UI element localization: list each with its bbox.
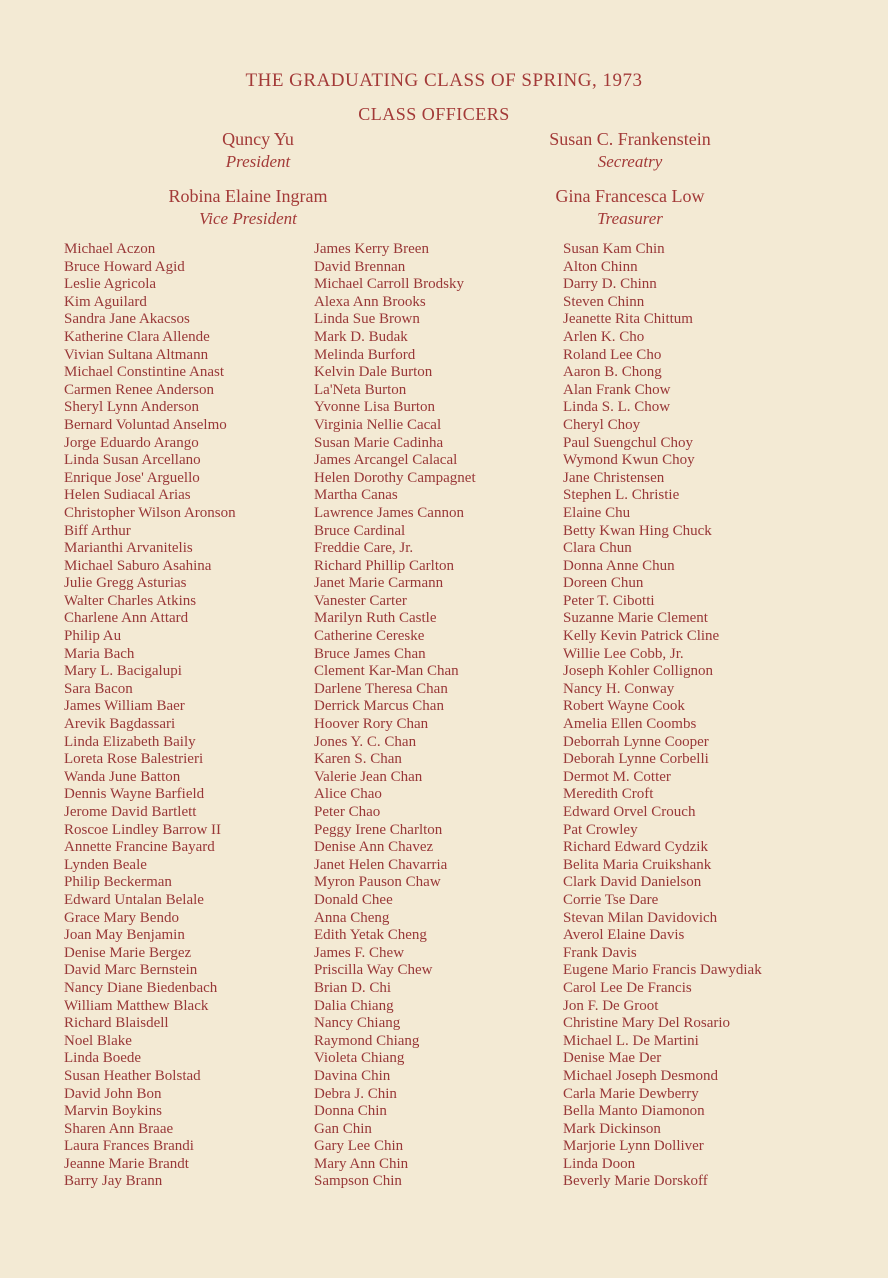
graduate-name: Julie Gregg Asturias [64, 575, 187, 592]
page-title: THE GRADUATING CLASS OF SPRING, 1973 [245, 70, 643, 91]
graduate-name: Susan Heather Bolstad [64, 1067, 201, 1084]
graduate-name: Dermot M. Cotter [563, 768, 671, 785]
graduates-column-3 [563, 241, 762, 1191]
officer-name: Gina Francesca Low [555, 186, 705, 206]
graduate-name: James William Baer [64, 698, 185, 715]
graduate-name: Paul Suengchul Choy [563, 434, 693, 451]
graduate-name: Christopher Wilson Aronson [64, 504, 236, 521]
graduate-name: Marvin Boykins [64, 1103, 162, 1120]
graduate-name: Pat Crowley [563, 821, 638, 838]
graduate-name: Edward Untalan Belale [64, 891, 204, 908]
graduate-name: Michael Aczon [64, 241, 156, 257]
graduate-name: Joan May Benjamin [64, 927, 185, 944]
graduate-name: Nancy Chiang [314, 1015, 401, 1032]
graduate-name: Darlene Theresa Chan [314, 680, 448, 697]
graduate-name: Anna Cheng [314, 909, 390, 926]
graduate-name: Carmen Renee Anderson [64, 381, 214, 398]
graduate-name: Sandra Jane Akacsos [64, 311, 190, 328]
graduate-name: Marianthi Arvanitelis [64, 540, 193, 557]
graduate-name: Vanester Carter [314, 592, 407, 609]
graduate-name: Frank Davis [563, 944, 637, 961]
graduate-name: Richard Edward Cydzik [563, 839, 708, 856]
graduate-name: Lynden Beale [64, 856, 147, 873]
graduate-name: Michael Saburo Asahina [64, 557, 212, 574]
graduate-name: Carla Marie Dewberry [563, 1085, 699, 1102]
graduate-name: David John Bon [64, 1085, 162, 1102]
graduate-name: David Marc Bernstein [64, 962, 198, 979]
graduate-name: Catherine Cereske [314, 628, 425, 645]
graduate-name: Sara Bacon [64, 680, 133, 697]
graduate-name: Deborah Lynne Corbelli [563, 751, 709, 768]
graduate-name: Robert Wayne Cook [563, 698, 685, 715]
graduate-name: Nancy Diane Biedenbach [64, 979, 218, 996]
graduate-name: Linda S. L. Chow [563, 399, 671, 416]
graduate-name: Katherine Clara Allende [64, 328, 210, 345]
graduate-name: Vivian Sultana Altmann [64, 346, 209, 363]
graduate-name: Karen S. Chan [314, 751, 402, 768]
graduate-name: Steven Chinn [563, 293, 645, 310]
officer-role: President [225, 152, 291, 171]
graduate-name: Sheryl Lynn Anderson [64, 399, 199, 416]
graduate-name: Carol Lee De Francis [563, 979, 692, 996]
graduate-name: Arlen K. Cho [563, 328, 645, 345]
graduate-name: Kelly Kevin Patrick Cline [563, 628, 720, 645]
graduate-name: Mark D. Budak [314, 328, 408, 345]
graduate-name: Bruce James Chan [314, 645, 426, 662]
graduate-name: Michael Carroll Brodsky [314, 276, 464, 293]
graduates-column-1 [64, 241, 236, 1191]
graduate-name: Donna Chin [314, 1103, 387, 1120]
officer-role: Secreatry [597, 152, 663, 171]
graduate-name: Stephen L. Christie [563, 487, 680, 504]
graduate-name: Richard Blaisdell [64, 1015, 169, 1032]
graduate-name: Peter Chao [314, 804, 381, 820]
graduate-name: Philip Au [64, 628, 122, 645]
graduate-name: Helen Sudiacal Arias [64, 487, 191, 504]
graduate-name: Linda Elizabeth Baily [64, 733, 196, 750]
graduate-name: Lawrence James Cannon [314, 504, 464, 521]
graduate-name: Bella Manto Diamonon [563, 1103, 705, 1120]
graduate-name: Violeta Chiang [314, 1050, 405, 1067]
graduate-name: Leslie Agricola [64, 276, 157, 293]
graduate-name: Denise Ann Chavez [314, 839, 434, 856]
graduate-name: Bruce Cardinal [314, 522, 406, 539]
graduate-name: Susan Marie Cadinha [314, 434, 444, 451]
graduate-name: Cheryl Choy [563, 416, 641, 433]
graduate-name: Grace Mary Bendo [64, 909, 179, 926]
graduate-name: La'Neta Burton [314, 381, 407, 398]
graduate-name: Stevan Milan Davidovich [563, 909, 718, 926]
graduate-name: Edward Orvel Crouch [563, 804, 696, 820]
graduate-name: Donald Chee [314, 891, 393, 908]
graduate-name: Walter Charles Atkins [64, 592, 197, 609]
graduate-name: Laura Frances Brandi [64, 1138, 194, 1155]
graduate-name: Jorge Eduardo Arango [64, 434, 199, 451]
graduate-name: Virginia Nellie Cacal [314, 416, 442, 433]
officer-name: Susan C. Frankenstein [549, 129, 711, 149]
graduate-name: Richard Phillip Carlton [314, 557, 454, 574]
graduate-name: Corrie Tse Dare [563, 891, 659, 908]
graduate-name: Raymond Chiang [314, 1032, 420, 1049]
graduate-name: Hoover Rory Chan [314, 716, 429, 733]
graduate-name: James Kerry Breen [314, 241, 429, 257]
graduate-name: Enrique Jose' Arguello [64, 469, 200, 486]
graduate-name: Suzanne Marie Clement [563, 610, 708, 627]
graduate-name: Wymond Kwun Choy [563, 452, 695, 469]
graduate-name: Arevik Bagdassari [64, 716, 176, 733]
graduate-name: Belita Maria Cruikshank [563, 856, 712, 873]
graduate-name: Aaron B. Chong [563, 364, 662, 381]
graduate-name: Alexa Ann Brooks [314, 293, 426, 310]
graduate-name: Maria Bach [64, 645, 135, 662]
graduate-name: Barry Jay Brann [64, 1173, 163, 1190]
graduate-name: Sharen Ann Braae [64, 1120, 174, 1137]
graduate-name: Kim Aguilard [64, 293, 147, 310]
graduate-name: Dalia Chiang [314, 997, 394, 1014]
graduate-name: Linda Doon [563, 1155, 636, 1172]
graduate-name: Marilyn Ruth Castle [314, 610, 437, 627]
graduate-name: Jane Christensen [563, 469, 665, 486]
graduate-name: Averol Elaine Davis [563, 927, 685, 944]
graduate-name: Biff Arthur [64, 522, 131, 539]
graduate-name: Valerie Jean Chan [314, 768, 423, 785]
graduate-name: Roscoe Lindley Barrow II [64, 821, 222, 838]
graduate-name: Jeanette Rita Chittum [563, 311, 693, 328]
graduate-name: Linda Sue Brown [314, 311, 420, 328]
graduate-name: Mary L. Bacigalupi [64, 663, 182, 680]
graduate-name: Alton Chinn [563, 258, 638, 275]
graduates-column-2 [314, 241, 476, 1191]
graduate-name: Charlene Ann Attard [64, 610, 189, 627]
graduate-name: Alice Chao [314, 786, 382, 803]
officer-secretary [515, 127, 745, 173]
graduate-name: Roland Lee Cho [563, 346, 662, 363]
graduate-name: Jon F. De Groot [563, 997, 659, 1014]
graduate-name: Beverly Marie Dorskoff [563, 1173, 708, 1190]
graduate-name: Derrick Marcus Chan [314, 698, 444, 715]
graduate-name: Peggy Irene Charlton [314, 821, 443, 838]
graduate-name: Marjorie Lynn Dolliver [563, 1138, 704, 1155]
graduate-name: Edith Yetak Cheng [314, 927, 427, 944]
graduate-name: Jones Y. C. Chan [314, 733, 417, 750]
graduate-name: Christine Mary Del Rosario [563, 1015, 731, 1032]
graduate-name: Michael L. De Martini [563, 1032, 699, 1049]
officer-treasurer [520, 184, 740, 230]
graduate-name: Michael Joseph Desmond [563, 1067, 718, 1084]
graduate-name: Mary Ann Chin [314, 1155, 409, 1172]
graduate-name: Gary Lee Chin [314, 1138, 404, 1155]
officer-role: Treasurer [597, 209, 663, 228]
graduate-name: Darry D. Chinn [563, 276, 657, 293]
graduate-name: Loreta Rose Balestrieri [64, 751, 204, 768]
graduate-name: Janet Marie Carmann [314, 575, 444, 592]
graduate-name: Martha Canas [314, 487, 398, 504]
graduate-name: Annette Francine Bayard [64, 839, 215, 856]
officer-name: Quncy Yu [222, 129, 294, 149]
graduate-name: Mark Dickinson [563, 1120, 661, 1137]
graduate-name: Willie Lee Cobb, Jr. [563, 645, 684, 662]
officers-heading: CLASS OFFICERS [358, 104, 510, 124]
graduate-name: Denise Mae Der [563, 1050, 662, 1067]
graduate-name: Myron Pauson Chaw [314, 874, 441, 891]
graduate-name: Jerome David Bartlett [64, 804, 197, 820]
graduate-name: Eugene Mario Francis Dawydiak [563, 962, 762, 979]
graduate-name: Meredith Croft [563, 786, 654, 803]
graduate-name: Bernard Voluntad Anselmo [64, 416, 227, 433]
graduate-name: Alan Frank Chow [563, 381, 671, 398]
graduate-name: Clark David Danielson [563, 874, 702, 891]
graduate-name: William Matthew Black [64, 997, 209, 1014]
graduate-name: Melinda Burford [314, 346, 416, 363]
graduate-name: Noel Blake [64, 1032, 132, 1049]
graduate-name: Bruce Howard Agid [64, 258, 185, 275]
graduate-name: Peter T. Cibotti [563, 592, 655, 609]
graduate-name: Debra J. Chin [314, 1085, 397, 1102]
officer-vice-president [138, 184, 358, 230]
graduate-name: Brian D. Chi [314, 979, 392, 996]
graduate-name: Priscilla Way Chew [314, 962, 433, 979]
graduate-name: Joseph Kohler Collignon [563, 663, 713, 680]
graduate-name: Amelia Ellen Coombs [563, 716, 697, 733]
graduate-name: Janet Helen Chavarria [314, 856, 448, 873]
officer-name: Robina Elaine Ingram [168, 186, 328, 206]
graduate-name: James Arcangel Calacal [314, 452, 458, 469]
graduate-name: Donna Anne Chun [563, 557, 675, 574]
graduate-name: Wanda June Batton [64, 768, 181, 785]
graduate-name: Deborrah Lynne Cooper [563, 733, 709, 750]
graduate-name: Betty Kwan Hing Chuck [563, 522, 712, 539]
graduate-name: Linda Susan Arcellano [64, 452, 201, 469]
graduate-name: Doreen Chun [563, 575, 644, 592]
graduate-name: Philip Beckerman [64, 874, 172, 891]
graduate-name: Susan Kam Chin [563, 241, 665, 257]
graduate-name: Gan Chin [314, 1120, 372, 1137]
graduate-name: James F. Chew [314, 944, 405, 961]
officer-president [168, 127, 348, 173]
graduate-name: Clement Kar-Man Chan [314, 663, 459, 680]
graduate-name: Freddie Care, Jr. [314, 540, 414, 557]
graduate-name: Nancy H. Conway [563, 680, 675, 697]
graduate-name: Davina Chin [314, 1067, 391, 1084]
graduate-name: Jeanne Marie Brandt [64, 1155, 189, 1172]
graduate-name: Elaine Chu [563, 504, 631, 521]
graduate-name: Linda Boede [64, 1050, 142, 1067]
graduate-name: Denise Marie Bergez [64, 944, 192, 961]
graduate-name: Helen Dorothy Campagnet [314, 469, 476, 486]
graduate-name: David Brennan [314, 258, 406, 275]
graduate-name: Yvonne Lisa Burton [314, 399, 435, 416]
graduate-name: Dennis Wayne Barfield [64, 786, 205, 803]
graduate-name: Michael Constintine Anast [64, 364, 224, 381]
officer-role: Vice President [199, 209, 297, 228]
graduate-name: Sampson Chin [314, 1173, 402, 1190]
graduate-name: Kelvin Dale Burton [314, 364, 433, 381]
graduate-name: Clara Chun [563, 540, 632, 557]
